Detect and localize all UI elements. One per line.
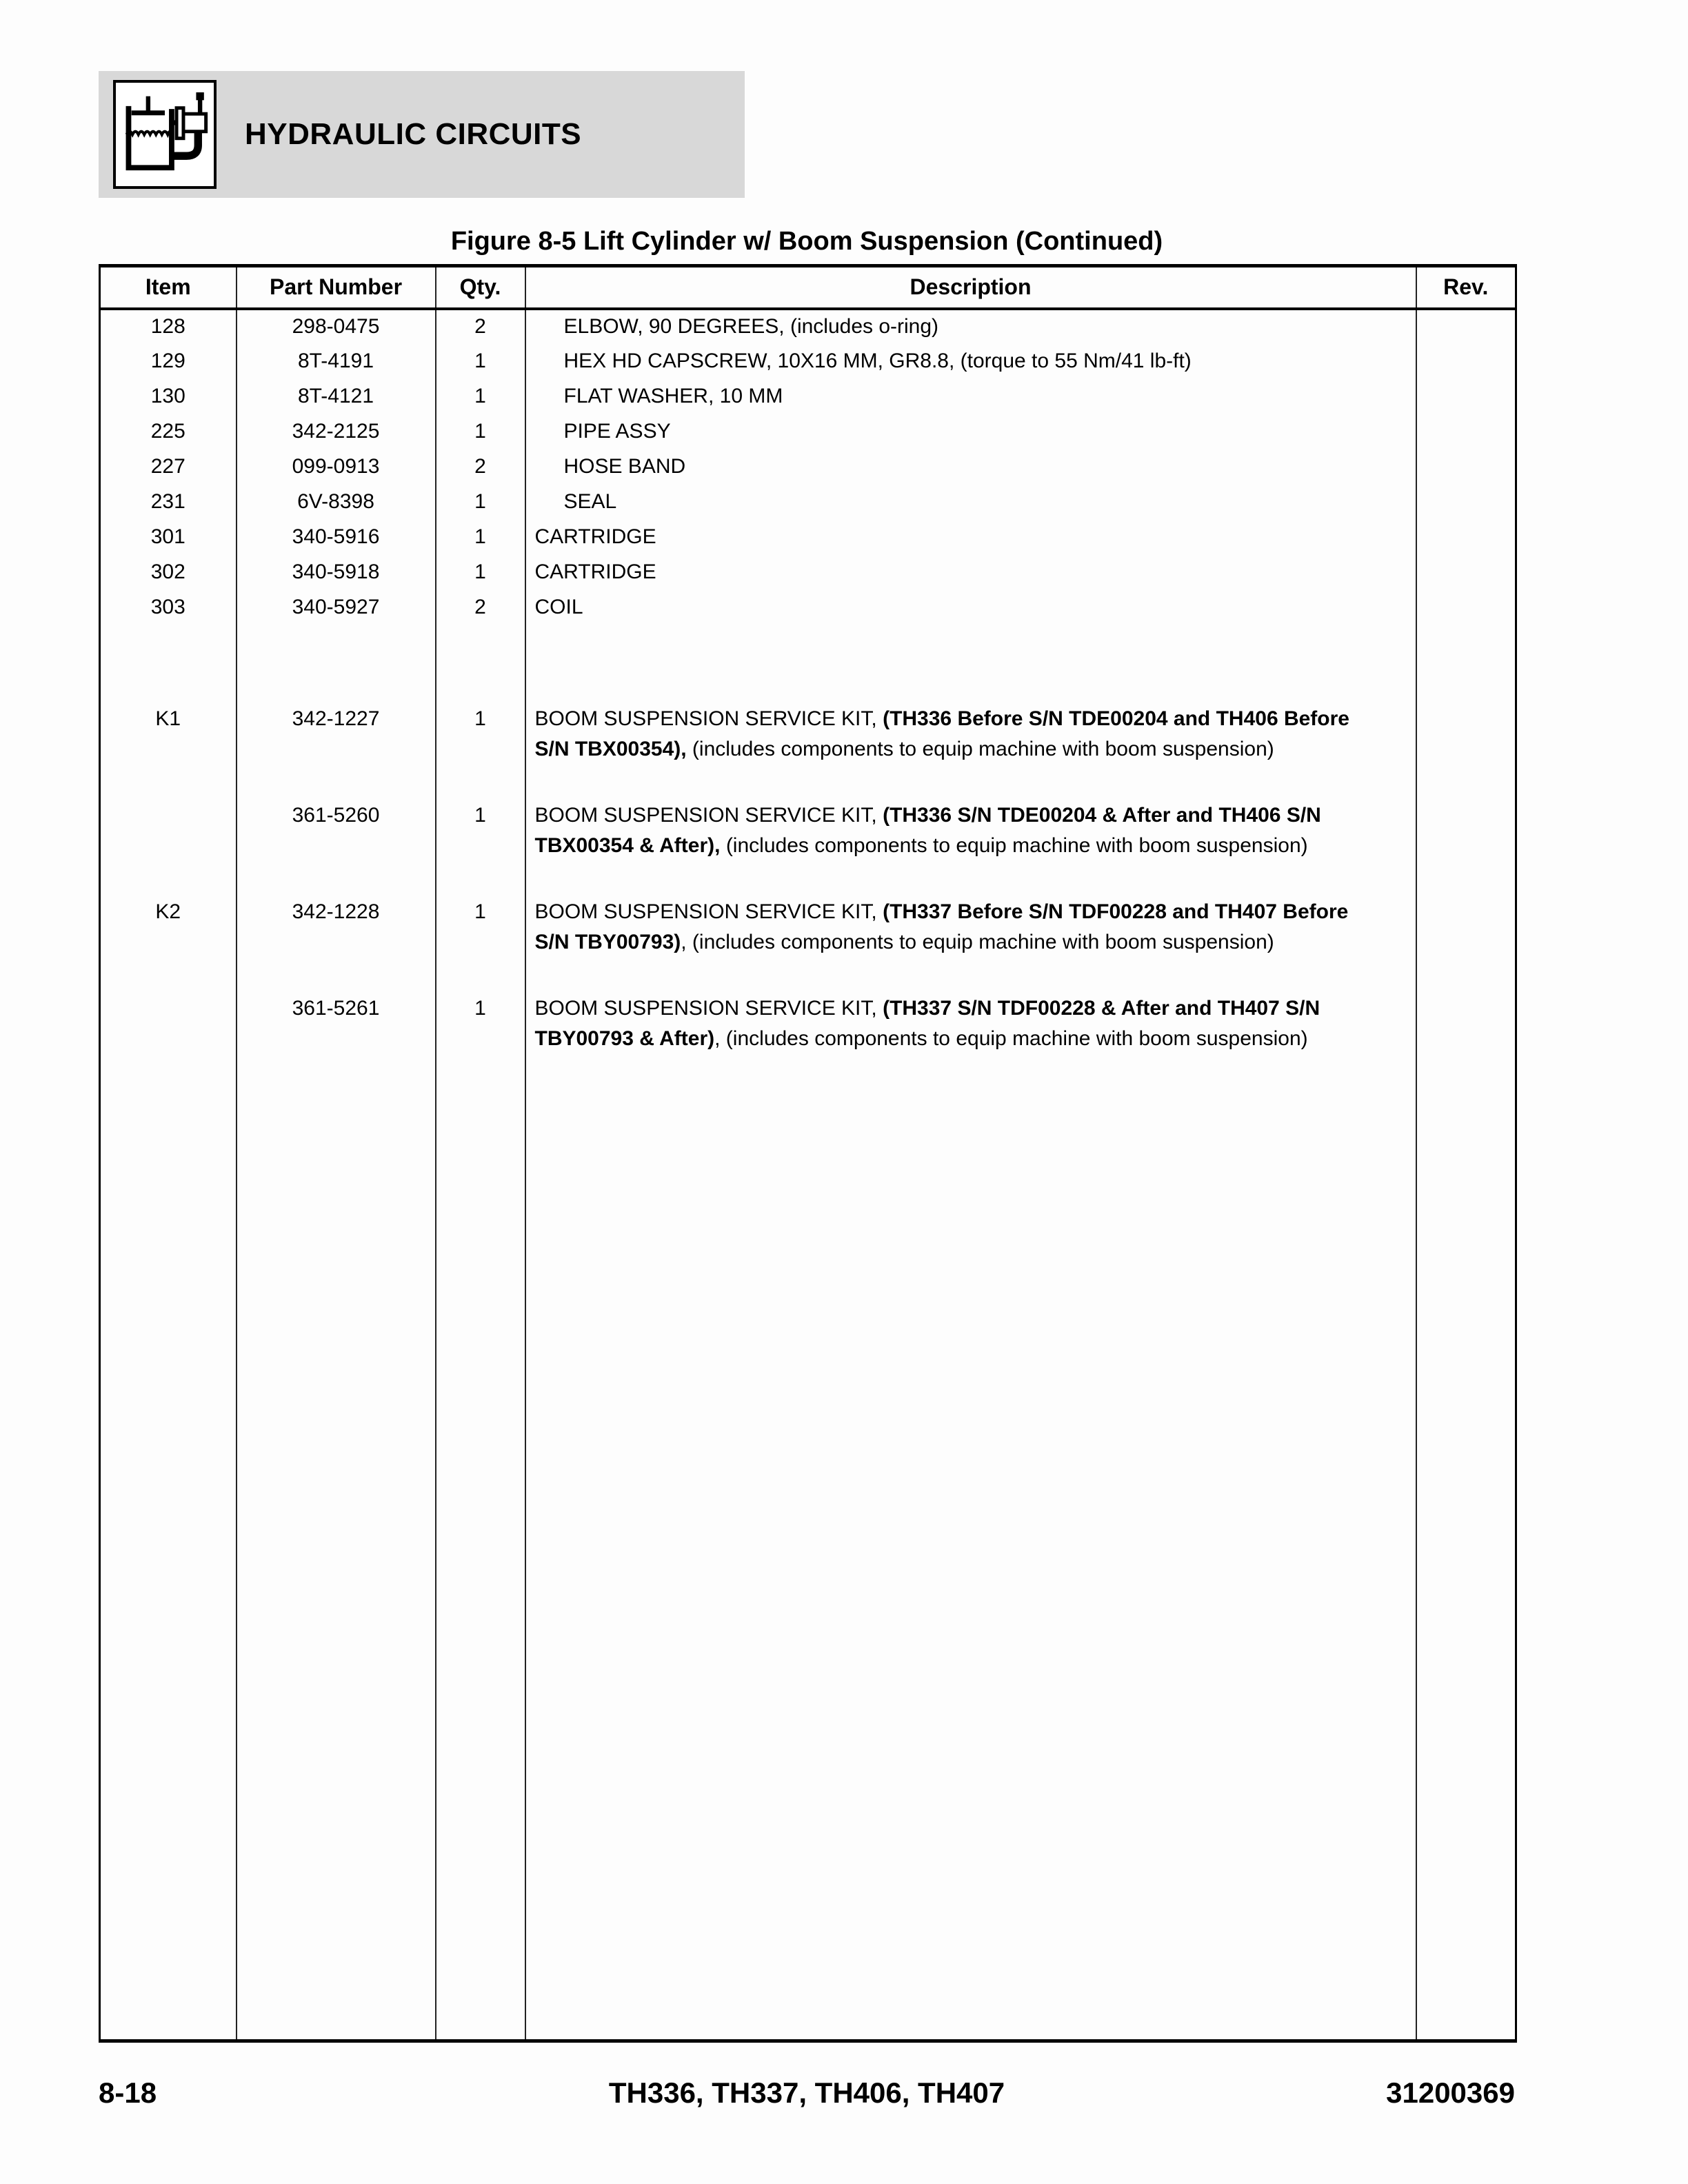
item-cell: 129 — [150, 350, 185, 372]
item-cell: 128 — [150, 315, 185, 338]
description-serial-range: (TH336 S/N TDE00204 & After and TH406 S/N TBX00354 & After), — [534, 803, 1321, 857]
item-cell: K2 — [155, 900, 181, 923]
column-header-rev: Rev. — [1416, 266, 1516, 309]
rev-cell — [1416, 894, 1516, 991]
rev-cell — [1416, 379, 1516, 414]
section-banner — [99, 71, 745, 198]
part-number-cell: 342-1228 — [237, 894, 436, 991]
rev-cell — [1416, 449, 1516, 485]
table-header-row — [100, 266, 1516, 309]
item-cell: 227 — [150, 455, 185, 478]
item-cell: 303 — [150, 596, 185, 618]
description-cell — [525, 991, 1416, 1087]
item-cell: 130 — [150, 385, 185, 407]
column-header-qty: Qty. — [436, 266, 525, 309]
qty-cell: 2 — [436, 590, 525, 625]
item-cell: K1 — [155, 707, 181, 730]
page-section-title: HYDRAULIC CIRCUITS — [245, 117, 582, 151]
qty-cell: 2 — [436, 309, 525, 344]
description-cell — [525, 701, 1416, 798]
rev-cell — [1416, 701, 1516, 798]
table-row — [100, 520, 1516, 555]
rev-cell — [1416, 485, 1516, 520]
qty-cell: 1 — [436, 798, 525, 894]
description-cell: HOSE BAND — [525, 449, 1416, 485]
description-cell: CARTRIDGE — [525, 555, 1416, 590]
column-header-part-number: Part Number — [237, 266, 436, 309]
description-cell: FLAT WASHER, 10 MM — [525, 379, 1416, 414]
spacer-row — [100, 625, 1516, 701]
column-header-description: Description — [525, 266, 1416, 309]
description-cell: CARTRIDGE — [525, 520, 1416, 555]
rev-cell — [1416, 991, 1516, 1087]
description-text: (includes components to equip machine with boom suspension) — [720, 833, 1308, 857]
part-number-cell: 340-5927 — [237, 590, 436, 625]
description-text: (includes components to equip machine with boom suspension) — [686, 737, 1274, 760]
table-row — [100, 701, 1516, 798]
item-cell: 231 — [150, 490, 185, 513]
qty-cell: 1 — [436, 344, 525, 379]
table-row — [100, 344, 1516, 379]
table-row — [100, 991, 1516, 1087]
part-number-cell: 298-0475 — [237, 309, 436, 344]
rev-cell — [1416, 520, 1516, 555]
filler-row — [100, 1087, 1516, 2041]
model-list: TH336, TH337, TH406, TH407 — [608, 2076, 1005, 2109]
item-cell — [100, 625, 237, 701]
parts-table-body — [100, 309, 1516, 2041]
rev-cell — [1416, 1087, 1516, 2041]
description-text: BOOM SUSPENSION SERVICE KIT, — [534, 803, 883, 827]
description-serial-range: (TH337 S/N TDF00228 & After and TH407 S/N TBY00793 & After) — [534, 996, 1320, 1050]
description-cell: COIL — [525, 590, 1416, 625]
description-text: , (includes components to equip machine with boom suspension) — [681, 930, 1274, 953]
description-serial-range: (TH337 Before S/N TDF00228 and TH407 Before S/N TBY00793) — [534, 900, 1349, 953]
part-number-cell: 6V-8398 — [237, 485, 436, 520]
part-number-cell: 8T-4191 — [237, 344, 436, 379]
description-text: , (includes components to equip machine with boom suspension) — [714, 1027, 1308, 1050]
page-number: 8-18 — [99, 2076, 157, 2109]
description-text: BOOM SUSPENSION SERVICE KIT, — [534, 996, 883, 1020]
part-number-cell: 361-5261 — [237, 991, 436, 1087]
item-cell — [100, 798, 237, 894]
page-footer — [99, 2076, 1515, 2110]
description-cell — [525, 625, 1416, 701]
rev-cell — [1416, 590, 1516, 625]
part-number-cell: 8T-4121 — [237, 379, 436, 414]
item-cell — [100, 991, 237, 1087]
table-row — [100, 798, 1516, 894]
part-number-cell — [237, 1087, 436, 2041]
qty-cell: 1 — [436, 991, 525, 1087]
rev-cell — [1416, 625, 1516, 701]
qty-cell: 1 — [436, 414, 525, 449]
description-text: BOOM SUSPENSION SERVICE KIT, — [534, 707, 883, 730]
description-text: BOOM SUSPENSION SERVICE KIT, — [534, 900, 883, 923]
qty-cell: 1 — [436, 555, 525, 590]
qty-cell: 1 — [436, 485, 525, 520]
table-row — [100, 379, 1516, 414]
part-number-cell: 340-5918 — [237, 555, 436, 590]
column-header-item: Item — [100, 266, 237, 309]
qty-cell: 1 — [436, 379, 525, 414]
qty-cell: 1 — [436, 701, 525, 798]
part-number-cell: 342-2125 — [237, 414, 436, 449]
description-cell: ELBOW, 90 DEGREES, (includes o-ring) — [525, 309, 1416, 344]
part-number-cell: 342-1227 — [237, 701, 436, 798]
part-number-cell: 361-5260 — [237, 798, 436, 894]
rev-cell — [1416, 309, 1516, 344]
part-number-cell — [237, 625, 436, 701]
qty-cell — [436, 1087, 525, 2041]
part-number-cell: 099-0913 — [237, 449, 436, 485]
item-cell: 301 — [150, 525, 185, 548]
table-row — [100, 894, 1516, 991]
item-cell: 225 — [150, 420, 185, 443]
document-number: 31200369 — [1386, 2076, 1515, 2109]
parts-table — [99, 264, 1517, 2043]
description-cell — [525, 1087, 1416, 2041]
part-number-cell: 340-5916 — [237, 520, 436, 555]
table-row — [100, 414, 1516, 449]
table-row — [100, 485, 1516, 520]
table-row — [100, 590, 1516, 625]
rev-cell — [1416, 344, 1516, 379]
description-cell: PIPE ASSY — [525, 414, 1416, 449]
hydraulic-reservoir-icon — [113, 80, 217, 189]
table-row — [100, 555, 1516, 590]
qty-cell: 1 — [436, 520, 525, 555]
item-cell: 302 — [150, 560, 185, 583]
qty-cell — [436, 625, 525, 701]
table-row — [100, 449, 1516, 485]
figure-title: Figure 8-5 Lift Cylinder w/ Boom Suspension (Continued) — [450, 227, 1163, 256]
description-cell — [525, 894, 1416, 991]
description-cell — [525, 798, 1416, 894]
description-serial-range: (TH336 Before S/N TDE00204 and TH406 Before S/N TBX00354), — [534, 707, 1349, 760]
description-cell: SEAL — [525, 485, 1416, 520]
qty-cell: 2 — [436, 449, 525, 485]
rev-cell — [1416, 414, 1516, 449]
rev-cell — [1416, 798, 1516, 894]
item-cell — [100, 1087, 237, 2041]
rev-cell — [1416, 555, 1516, 590]
qty-cell: 1 — [436, 894, 525, 991]
description-cell: HEX HD CAPSCREW, 10X16 MM, GR8.8, (torque to 55 Nm/41 lb-ft) — [525, 344, 1416, 379]
table-row — [100, 309, 1516, 344]
